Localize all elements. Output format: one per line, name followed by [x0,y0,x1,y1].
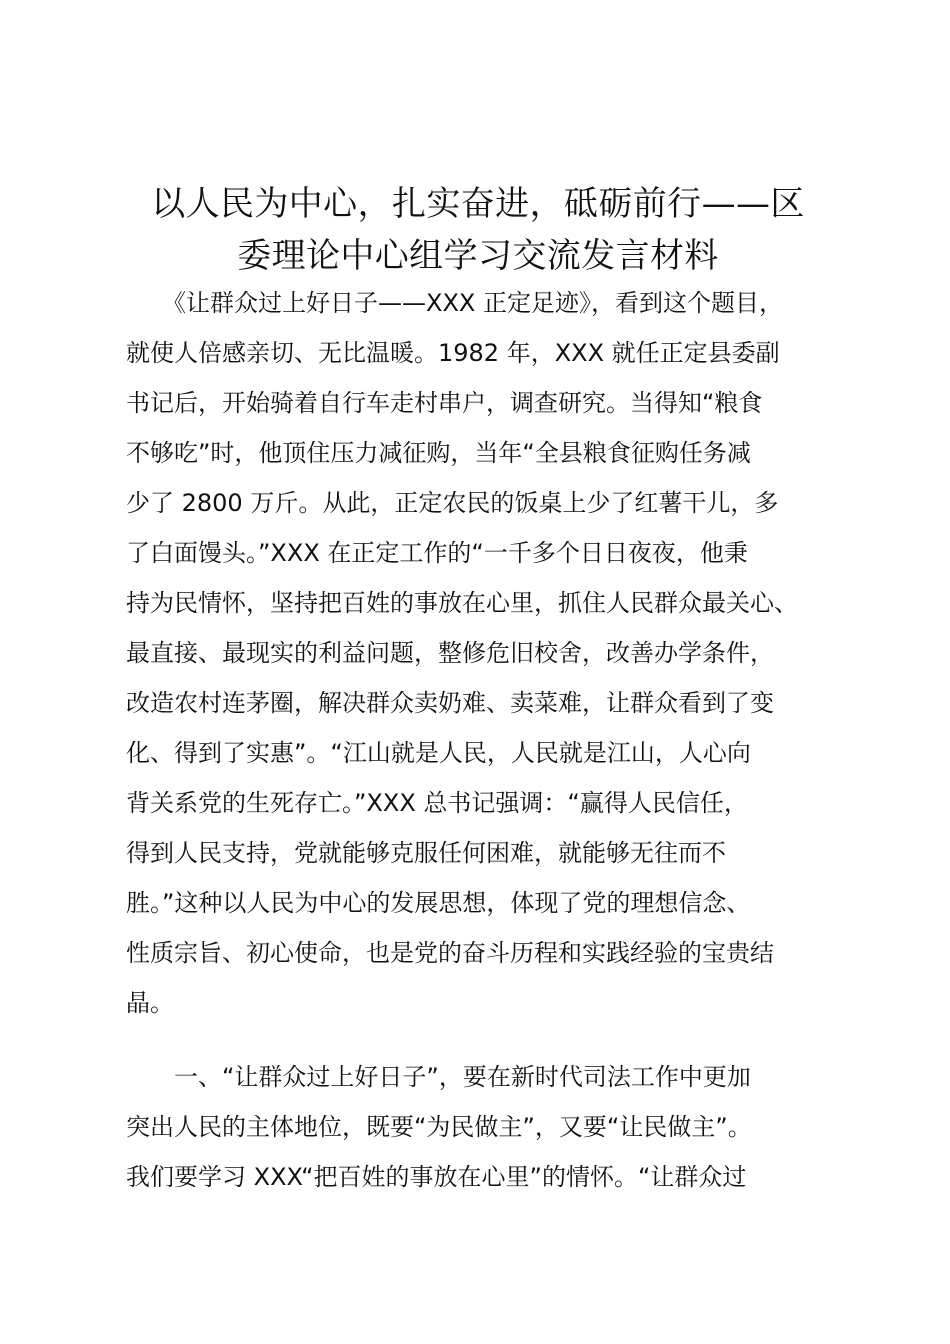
body-text-line: 少了 2800 万斤。从此，正定农民的饭桌上少了红薯干儿，多 [126,489,779,517]
body-text-line: 我们要学习 XXX“把百姓的事放在心里”的情怀。“让群众过 [126,1163,747,1191]
body-text-line: 最直接、最现实的利益问题，整修危旧校舍，改善办学条件， [126,639,774,667]
body-text-line: 突出人民的主体地位，既要“为民做主”，又要“让民做主”。 [126,1113,752,1141]
body-text-line: 了白面馒头。”XXX 在正定工作的“一千多个日日夜夜，他秉 [126,539,748,567]
body-text-line: 改造农村连茅圈，解决群众卖奶难、卖菜难，让群众看到了变 [126,689,774,717]
body-text-line: 化、得到了实惠”。“江山就是人民，人民就是江山，人心向 [126,739,751,767]
document-title [126,178,830,282]
body-text-line: 得到人民支持，党就能够克服任何困难，就能够无往而不 [126,839,726,867]
body-text-line: 背关系党的生死存亡。”XXX 总书记强调：“赢得人民信任， [126,789,748,817]
paragraph-intro [126,278,846,1028]
body-text-line: 性质宗旨、初心使命，也是党的奋斗历程和实践经验的宝贵结 [126,939,774,967]
body-text-line: 晶。 [126,989,174,1017]
body-text-line: 不够吃”时，他顶住压力减征购，当年“全县粮食征购任务减 [126,439,751,467]
body-text-line: 就使人倍感亲切、无比温暖。1982 年，XXX 就任正定县委副 [126,339,780,367]
title-line: 委理论中心组学习交流发言材料 [237,236,719,276]
body-text-line: 胜。”这种以人民为中心的发展思想，体现了党的理想信念、 [126,889,751,917]
title-line: 以人民为中心，扎实奋进，砥砺前行——区 [151,184,805,224]
body-text-line: 书记后，开始骑着自行车走村串户，调查研究。当得知“粮食 [126,389,763,417]
document-body [126,278,846,1202]
body-text-line: 《让群众过上好日子——XXX 正定足迹》，看到这个题目， [126,289,783,317]
body-text-line: 持为民情怀，坚持把百姓的事放在心里，抓住人民群众最关心、 [126,589,798,617]
paragraph-spacing [126,1028,846,1052]
body-text-line: 一、“让群众过上好日子”，要在新时代司法工作中更加 [126,1063,751,1091]
paragraph-section-one [126,1052,846,1202]
